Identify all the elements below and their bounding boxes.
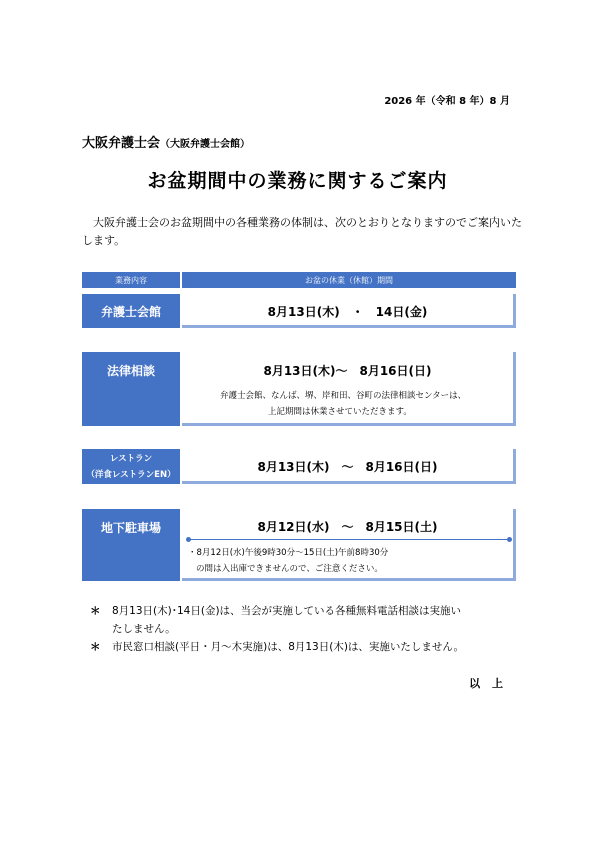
row-label-restaurant bbox=[82, 449, 180, 484]
row-label-parking: 地下駐車場 bbox=[82, 509, 180, 581]
row-panel-kaikan bbox=[182, 294, 516, 328]
organization-subtitle: （大阪弁護士会館） bbox=[160, 139, 251, 150]
period-text: 8月13日(木) ～ 8月16日(日) bbox=[257, 460, 438, 474]
table-header-period: お盆の休業（休館）期間 bbox=[182, 272, 516, 288]
closing-mark: 以 上 bbox=[469, 677, 507, 690]
footnote-text-cont: たしません。 bbox=[112, 623, 176, 635]
range-start-dot bbox=[186, 537, 191, 542]
consultation-note-line2: 上記期間は休業させていただきます。 bbox=[268, 407, 412, 417]
period-text: 8月13日(木) ・ 14日(金) bbox=[267, 305, 428, 319]
footnote-citizen-desk bbox=[90, 638, 520, 656]
document-date: 2026 年（令和 8 年）8 月 bbox=[384, 96, 510, 107]
parking-note-line1: ・8月12日(水)午後9時30分～15日(土)午前8時30分 bbox=[188, 548, 389, 558]
page-title: お盆期間中の業務に関するご案内 bbox=[147, 170, 448, 192]
restaurant-sublabel: （洋食レストランEN） bbox=[86, 469, 176, 480]
period-text: 8月12日(水) ～ 8月15日(土) bbox=[257, 520, 438, 534]
row-panel-restaurant bbox=[182, 449, 516, 484]
consultation-note-line1: 弁護士会館、なんば、堺、岸和田、谷町の法律相談センターは、 bbox=[220, 391, 467, 401]
intro-paragraph: 大阪弁護士会のお盆期間中の各種業務の体制は、次のとおりとなりますのでご案内いたします。 bbox=[82, 216, 522, 247]
parking-note-line2: の間は入出庫できませんので、ご注意ください。 bbox=[196, 564, 383, 574]
organization-name bbox=[82, 132, 250, 151]
table-header-service: 業務内容 bbox=[82, 272, 180, 288]
row-label-kaikan: 弁護士会館 bbox=[82, 294, 180, 328]
footnote-text: 市民窓口相談(平日・月～木実施)は、8月13日(木)は、実施いたしません。 bbox=[112, 641, 465, 653]
row-panel-consultation bbox=[182, 352, 516, 426]
footnote-text: 8月13日(木)･14日(金)は、当会が実施している各種無料電話相談は実施い bbox=[112, 605, 462, 617]
asterisk-mark: ＊ bbox=[90, 641, 101, 653]
range-end-dot bbox=[507, 537, 512, 542]
asterisk-mark: ＊ bbox=[90, 605, 101, 617]
organization-title: 大阪弁護士会 bbox=[82, 136, 161, 151]
restaurant-label: レストラン bbox=[109, 453, 153, 464]
period-text: 8月13日(木)～ 8月16日(日) bbox=[263, 364, 432, 378]
row-panel-parking bbox=[182, 509, 516, 581]
row-label-consultation: 法律相談 bbox=[82, 352, 180, 426]
period-range-line bbox=[188, 539, 510, 540]
footnote-phone-consultation bbox=[90, 602, 520, 638]
